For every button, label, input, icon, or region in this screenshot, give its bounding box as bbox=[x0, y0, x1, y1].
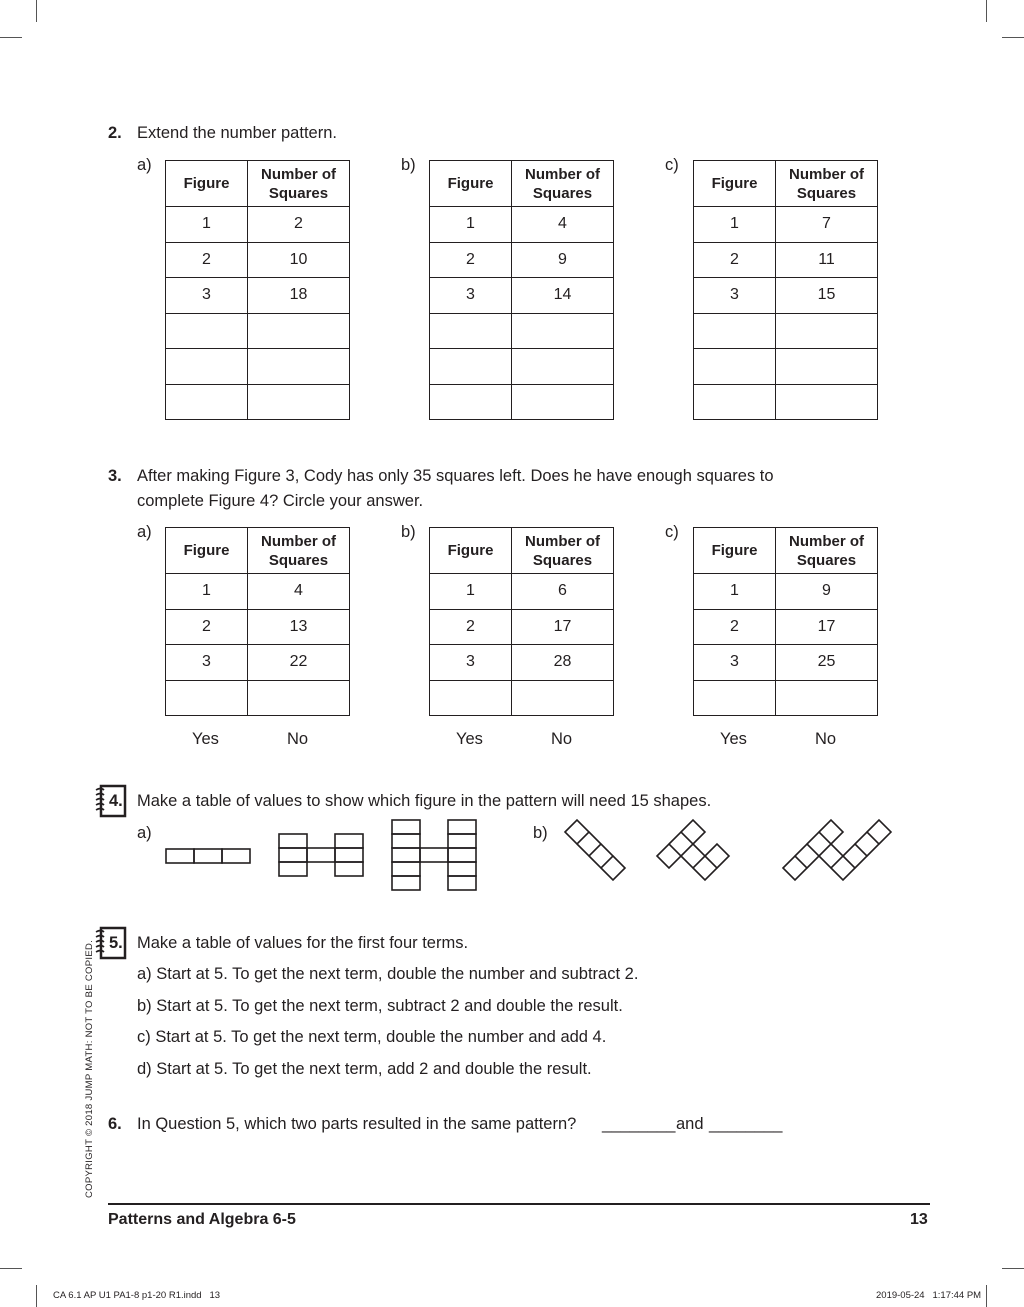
table-row bbox=[694, 349, 878, 385]
crop-mark bbox=[986, 1285, 987, 1307]
pattern-b-figure-2 bbox=[657, 820, 729, 880]
blank-answer-cell[interactable] bbox=[694, 349, 776, 385]
figure-cell: 1 bbox=[166, 574, 248, 610]
crop-mark bbox=[0, 1268, 22, 1269]
question-3-number: 3. bbox=[108, 467, 122, 485]
question-5-prompt: Make a table of values for the first four terms. bbox=[137, 934, 469, 952]
q3-part-label: a) bbox=[137, 523, 152, 541]
blank-answer-cell[interactable] bbox=[694, 384, 776, 420]
blank-answer-cell[interactable] bbox=[776, 680, 878, 716]
blank-answer-cell[interactable] bbox=[694, 313, 776, 349]
squares-cell: 14 bbox=[512, 278, 614, 314]
table-row bbox=[430, 574, 614, 610]
no-option[interactable]: No bbox=[551, 730, 573, 748]
yes-option[interactable]: Yes bbox=[456, 730, 483, 748]
blank-answer-cell[interactable] bbox=[776, 384, 878, 420]
blank-answer-cell[interactable] bbox=[166, 384, 248, 420]
table-row bbox=[694, 609, 878, 645]
figure-cell: 2 bbox=[166, 242, 248, 278]
blank-answer-cell[interactable] bbox=[512, 680, 614, 716]
blank-answer-cell[interactable] bbox=[430, 349, 512, 385]
answer-blank-2[interactable]: ________ bbox=[709, 1115, 783, 1133]
table-row bbox=[166, 645, 350, 681]
page-number: 13 bbox=[910, 1211, 928, 1228]
column-header-figure: Figure bbox=[166, 161, 248, 207]
figure-cell: 2 bbox=[694, 242, 776, 278]
squares-cell: 18 bbox=[248, 278, 350, 314]
table-row bbox=[166, 242, 350, 278]
crop-mark bbox=[36, 0, 37, 22]
table-row bbox=[694, 207, 878, 243]
squares-cell: 10 bbox=[248, 242, 350, 278]
blank-answer-cell[interactable] bbox=[166, 313, 248, 349]
crop-mark bbox=[1002, 37, 1024, 38]
column-header-number-of-squares: Number of Squares bbox=[248, 528, 350, 574]
table-row bbox=[430, 207, 614, 243]
squares-cell: 9 bbox=[512, 242, 614, 278]
squares-cell: 25 bbox=[776, 645, 878, 681]
table-row bbox=[694, 242, 878, 278]
figure-cell: 1 bbox=[694, 574, 776, 610]
table-of-values bbox=[165, 160, 350, 420]
squares-cell: 13 bbox=[248, 609, 350, 645]
column-header-number-of-squares: Number of Squares bbox=[512, 528, 614, 574]
column-header-number-of-squares: Number of Squares bbox=[776, 161, 878, 207]
question-4-part-a-label: a) bbox=[137, 824, 152, 842]
q2-part-label: c) bbox=[665, 156, 679, 174]
figure-cell: 2 bbox=[430, 242, 512, 278]
table-of-values bbox=[429, 527, 614, 716]
blank-answer-cell[interactable] bbox=[166, 349, 248, 385]
question-2-number: 2. bbox=[108, 124, 122, 142]
squares-cell: 4 bbox=[512, 207, 614, 243]
column-header-figure: Figure bbox=[430, 161, 512, 207]
table-row bbox=[694, 574, 878, 610]
table-row bbox=[694, 645, 878, 681]
figure-cell: 1 bbox=[694, 207, 776, 243]
question-5-item-c: c) Start at 5. To get the next term, double the number and add 4. bbox=[137, 1028, 607, 1046]
pattern-a-figure-1 bbox=[166, 849, 250, 863]
blank-answer-cell[interactable] bbox=[430, 680, 512, 716]
figure-cell: 1 bbox=[430, 207, 512, 243]
figure-cell: 3 bbox=[694, 278, 776, 314]
copyright-notice: COPYRIGHT © 2018 JUMP MATH: NOT TO BE COPIED. bbox=[84, 939, 95, 1198]
table-row bbox=[694, 278, 878, 314]
blank-answer-cell[interactable] bbox=[694, 680, 776, 716]
column-header-number-of-squares: Number of Squares bbox=[248, 161, 350, 207]
squares-cell: 22 bbox=[248, 645, 350, 681]
column-header-figure: Figure bbox=[430, 528, 512, 574]
table-row bbox=[166, 278, 350, 314]
answer-blank-1[interactable]: ________ bbox=[602, 1115, 676, 1133]
q3-part-label: b) bbox=[401, 523, 416, 541]
no-option[interactable]: No bbox=[815, 730, 837, 748]
table-row bbox=[430, 242, 614, 278]
blank-answer-cell[interactable] bbox=[512, 349, 614, 385]
slug-filename: CA 6.1 AP U1 PA1-8 p1-20 R1.indd 13 bbox=[53, 1290, 221, 1301]
question-6-prompt: In Question 5, which two parts resulted in the same pattern? bbox=[137, 1115, 577, 1133]
blank-answer-cell[interactable] bbox=[430, 384, 512, 420]
table-row bbox=[166, 349, 350, 385]
table-of-values bbox=[429, 160, 614, 420]
table-row bbox=[430, 609, 614, 645]
blank-answer-cell[interactable] bbox=[430, 313, 512, 349]
question-4-number: 4. bbox=[109, 792, 123, 810]
blank-answer-cell[interactable] bbox=[248, 384, 350, 420]
table-row bbox=[694, 384, 878, 420]
blank-answer-cell[interactable] bbox=[166, 680, 248, 716]
squares-cell: 9 bbox=[776, 574, 878, 610]
crop-mark bbox=[1002, 1268, 1024, 1269]
pattern-a-figure-2 bbox=[279, 834, 363, 876]
table-row bbox=[166, 609, 350, 645]
figure-cell: 2 bbox=[166, 609, 248, 645]
yes-option[interactable]: Yes bbox=[192, 730, 219, 748]
figure-cell: 3 bbox=[166, 645, 248, 681]
squares-cell: 6 bbox=[512, 574, 614, 610]
blank-answer-cell[interactable] bbox=[776, 349, 878, 385]
blank-answer-cell[interactable] bbox=[512, 384, 614, 420]
blank-answer-cell[interactable] bbox=[248, 349, 350, 385]
squares-cell: 28 bbox=[512, 645, 614, 681]
squares-cell: 4 bbox=[248, 574, 350, 610]
figure-cell: 3 bbox=[430, 278, 512, 314]
pattern-b-figures bbox=[555, 810, 920, 890]
table-row bbox=[166, 207, 350, 243]
blank-answer-cell[interactable] bbox=[248, 313, 350, 349]
figure-cell: 2 bbox=[694, 609, 776, 645]
table-of-values bbox=[165, 527, 350, 716]
slug-timestamp: 2019-05-24 1:17:44 PM bbox=[876, 1290, 982, 1301]
question-5-item-a: a) Start at 5. To get the next term, double the number and subtract 2. bbox=[137, 965, 639, 983]
column-header-figure: Figure bbox=[694, 161, 776, 207]
question-4-prompt: Make a table of values to show which figure in the pattern will need 15 shapes. bbox=[137, 792, 712, 810]
question-4-part-b-label: b) bbox=[533, 824, 548, 842]
table-row bbox=[430, 278, 614, 314]
figure-cell: 2 bbox=[430, 609, 512, 645]
squares-cell: 7 bbox=[776, 207, 878, 243]
pattern-b-figure-1 bbox=[565, 820, 625, 880]
q2-part-label: b) bbox=[401, 156, 416, 174]
blank-answer-cell[interactable] bbox=[776, 313, 878, 349]
figure-cell: 3 bbox=[694, 645, 776, 681]
table-of-values bbox=[693, 160, 878, 420]
table-of-values bbox=[693, 527, 878, 716]
footer-rule bbox=[108, 1203, 930, 1205]
pattern-b-figure-3 bbox=[783, 820, 891, 880]
question-3-prompt-line-2: complete Figure 4? Circle your answer. bbox=[137, 492, 424, 510]
squares-cell: 2 bbox=[248, 207, 350, 243]
figure-cell: 3 bbox=[166, 278, 248, 314]
squares-cell: 17 bbox=[776, 609, 878, 645]
crop-mark bbox=[986, 0, 987, 22]
figure-cell: 1 bbox=[166, 207, 248, 243]
crop-mark bbox=[36, 1285, 37, 1307]
pattern-a-figures bbox=[160, 815, 490, 897]
table-row bbox=[694, 680, 878, 716]
column-header-figure: Figure bbox=[166, 528, 248, 574]
footer-section-title: Patterns and Algebra 6-5 bbox=[108, 1211, 296, 1228]
table-row bbox=[166, 574, 350, 610]
question-5-item-b: b) Start at 5. To get the next term, subtract 2 and double the result. bbox=[137, 997, 623, 1015]
question-2-prompt: Extend the number pattern. bbox=[137, 124, 337, 142]
no-option[interactable]: No bbox=[287, 730, 309, 748]
squares-cell: 11 bbox=[776, 242, 878, 278]
column-header-figure: Figure bbox=[694, 528, 776, 574]
q2-part-label: a) bbox=[137, 156, 152, 174]
yes-option[interactable]: Yes bbox=[720, 730, 747, 748]
question-6-and: and bbox=[676, 1115, 704, 1133]
question-5-number: 5. bbox=[109, 934, 123, 952]
table-row bbox=[430, 645, 614, 681]
table-row bbox=[430, 349, 614, 385]
column-header-number-of-squares: Number of Squares bbox=[776, 528, 878, 574]
table-row bbox=[694, 313, 878, 349]
blank-answer-cell[interactable] bbox=[512, 313, 614, 349]
pattern-a-figure-3 bbox=[392, 820, 476, 890]
table-row bbox=[430, 680, 614, 716]
table-row bbox=[166, 680, 350, 716]
table-row bbox=[430, 313, 614, 349]
q3-part-label: c) bbox=[665, 523, 679, 541]
blank-answer-cell[interactable] bbox=[248, 680, 350, 716]
figure-cell: 3 bbox=[430, 645, 512, 681]
squares-cell: 15 bbox=[776, 278, 878, 314]
table-row bbox=[430, 384, 614, 420]
question-3-prompt-line-1: After making Figure 3, Cody has only 35 squares left. Does he have enough squares to bbox=[137, 467, 774, 485]
figure-cell: 1 bbox=[430, 574, 512, 610]
question-6-number: 6. bbox=[108, 1115, 122, 1133]
table-row bbox=[166, 313, 350, 349]
crop-mark bbox=[0, 37, 22, 38]
table-row bbox=[166, 384, 350, 420]
column-header-number-of-squares: Number of Squares bbox=[512, 161, 614, 207]
question-5-item-d: d) Start at 5. To get the next term, add 2 and double the result. bbox=[137, 1060, 592, 1078]
squares-cell: 17 bbox=[512, 609, 614, 645]
